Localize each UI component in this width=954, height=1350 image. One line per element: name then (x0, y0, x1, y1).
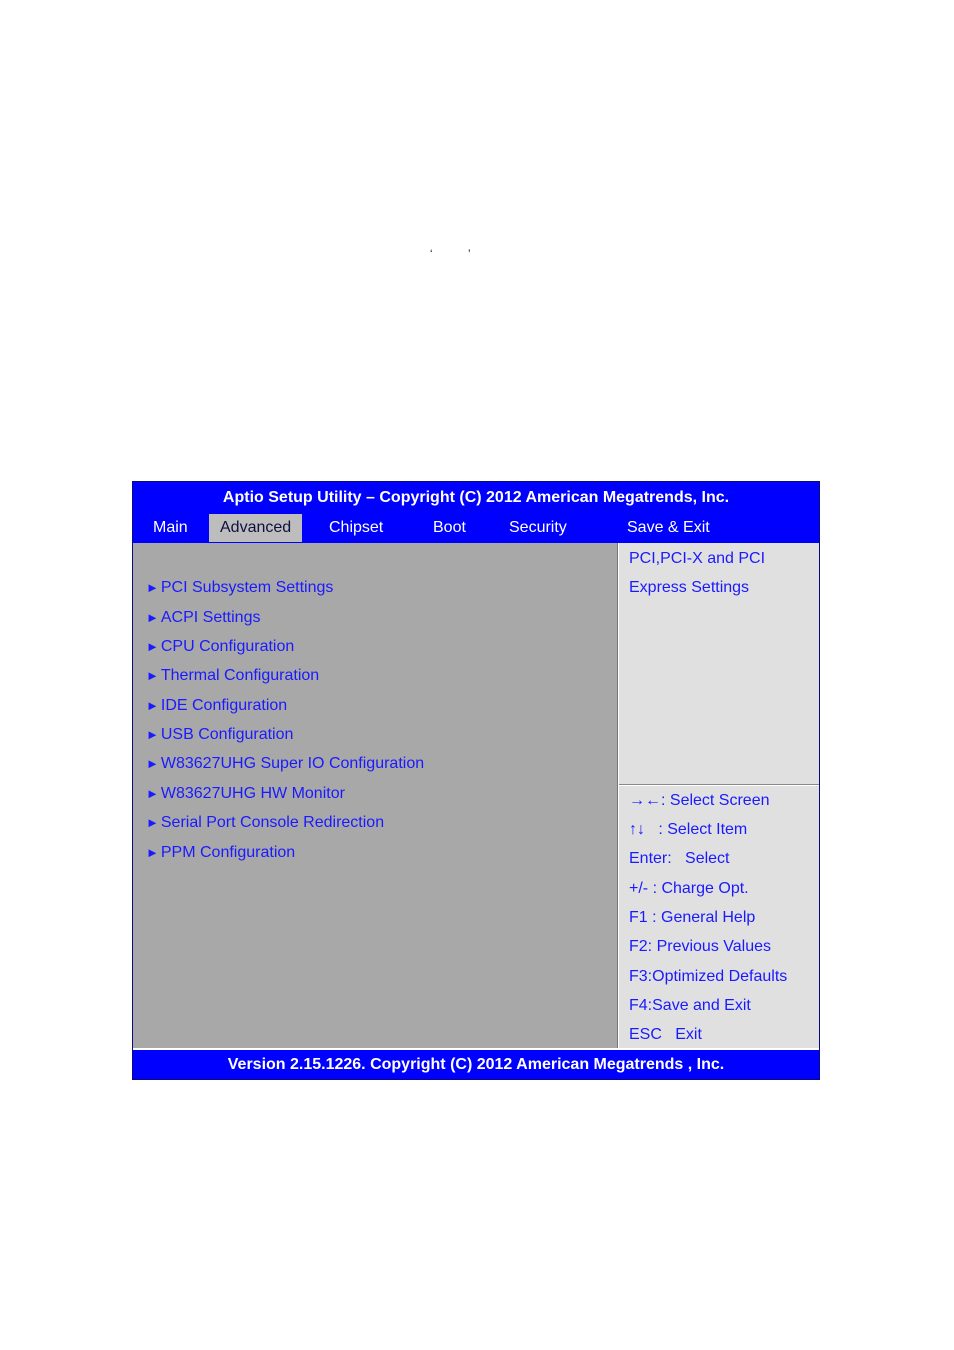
key-legend-change-opt: +/- : Charge Opt. (629, 880, 749, 897)
tab-boot[interactable]: Boot (433, 519, 466, 536)
bios-title-bar: Aptio Setup Utility – Copyright (C) 2012 American Megatrends, Inc. (222, 489, 730, 506)
tab-advanced[interactable]: Advanced (209, 514, 302, 542)
key-legend-enter: Enter: Select (629, 850, 730, 867)
menu-item-label: IDE Configuration (160, 697, 288, 714)
menu-item-label: ACPI Settings (160, 609, 261, 626)
menu-item-cpu[interactable] (146, 635, 294, 659)
key-legend-esc: ESC Exit (629, 1026, 702, 1043)
bios-setup-window (132, 481, 820, 1080)
menu-item-acpi[interactable] (146, 606, 260, 630)
stray-close-quote: ’ (468, 248, 471, 260)
help-pane (619, 543, 819, 1048)
submenu-arrow-icon: ► (146, 580, 159, 595)
tab-security[interactable]: Security (509, 519, 567, 536)
key-legend-f3: F3:Optimized Defaults (629, 968, 788, 985)
submenu-arrow-icon: ► (146, 668, 159, 683)
stray-quote-marks (428, 248, 478, 262)
submenu-arrow-icon: ► (146, 845, 159, 860)
submenu-arrow-icon: ► (146, 639, 159, 654)
menu-item-label: W83627UHG Super IO Configuration (160, 755, 425, 772)
menu-item-label: Thermal Configuration (160, 667, 320, 684)
submenu-arrow-icon: ► (146, 815, 159, 830)
menu-item-label: Serial Port Console Redirection (160, 814, 385, 831)
bios-menu-bar (133, 513, 819, 543)
menu-item-ide[interactable] (146, 694, 287, 718)
menu-item-usb[interactable] (146, 723, 293, 747)
menu-item-super-io[interactable] (146, 752, 424, 776)
settings-pane (133, 543, 617, 1048)
key-legend-f4: F4:Save and Exit (629, 997, 751, 1014)
menu-item-label: W83627UHG HW Monitor (160, 785, 345, 802)
key-legend-f1: F1 : General Help (629, 909, 756, 926)
menu-item-thermal[interactable] (146, 664, 319, 688)
submenu-arrow-icon: ► (146, 698, 159, 713)
submenu-arrow-icon: ► (146, 610, 159, 625)
tab-save-exit[interactable]: Save & Exit (627, 519, 710, 536)
menu-item-label: CPU Configuration (160, 638, 295, 655)
key-legend-f2: F2: Previous Values (629, 938, 771, 955)
menu-item-label: PPM Configuration (160, 844, 296, 861)
stray-open-quote: ‘ (430, 248, 433, 260)
bios-version-footer: Version 2.15.1226. Copyright (C) 2012 American Megatrends , Inc. (133, 1048, 819, 1079)
submenu-arrow-icon: ► (146, 756, 159, 771)
submenu-arrow-icon: ► (146, 786, 159, 801)
submenu-arrow-icon: ► (146, 727, 159, 742)
menu-item-hw-monitor[interactable] (146, 782, 345, 806)
key-legend-select-item: ↑↓ : Select Item (629, 821, 748, 838)
menu-item-ppm[interactable] (146, 841, 295, 865)
help-text-line: Express Settings (629, 579, 750, 596)
bios-content-area (133, 543, 819, 1048)
tab-main[interactable]: Main (153, 519, 188, 536)
menu-item-pci-subsystem[interactable] (146, 576, 333, 600)
menu-item-label: PCI Subsystem Settings (160, 579, 334, 596)
key-legend-select-screen: →←: Select Screen (629, 792, 770, 809)
menu-item-serial-console[interactable] (146, 811, 384, 835)
menu-item-label: USB Configuration (160, 726, 294, 743)
tab-chipset[interactable]: Chipset (329, 519, 384, 536)
help-text-line: PCI,PCI-X and PCI (629, 550, 766, 567)
